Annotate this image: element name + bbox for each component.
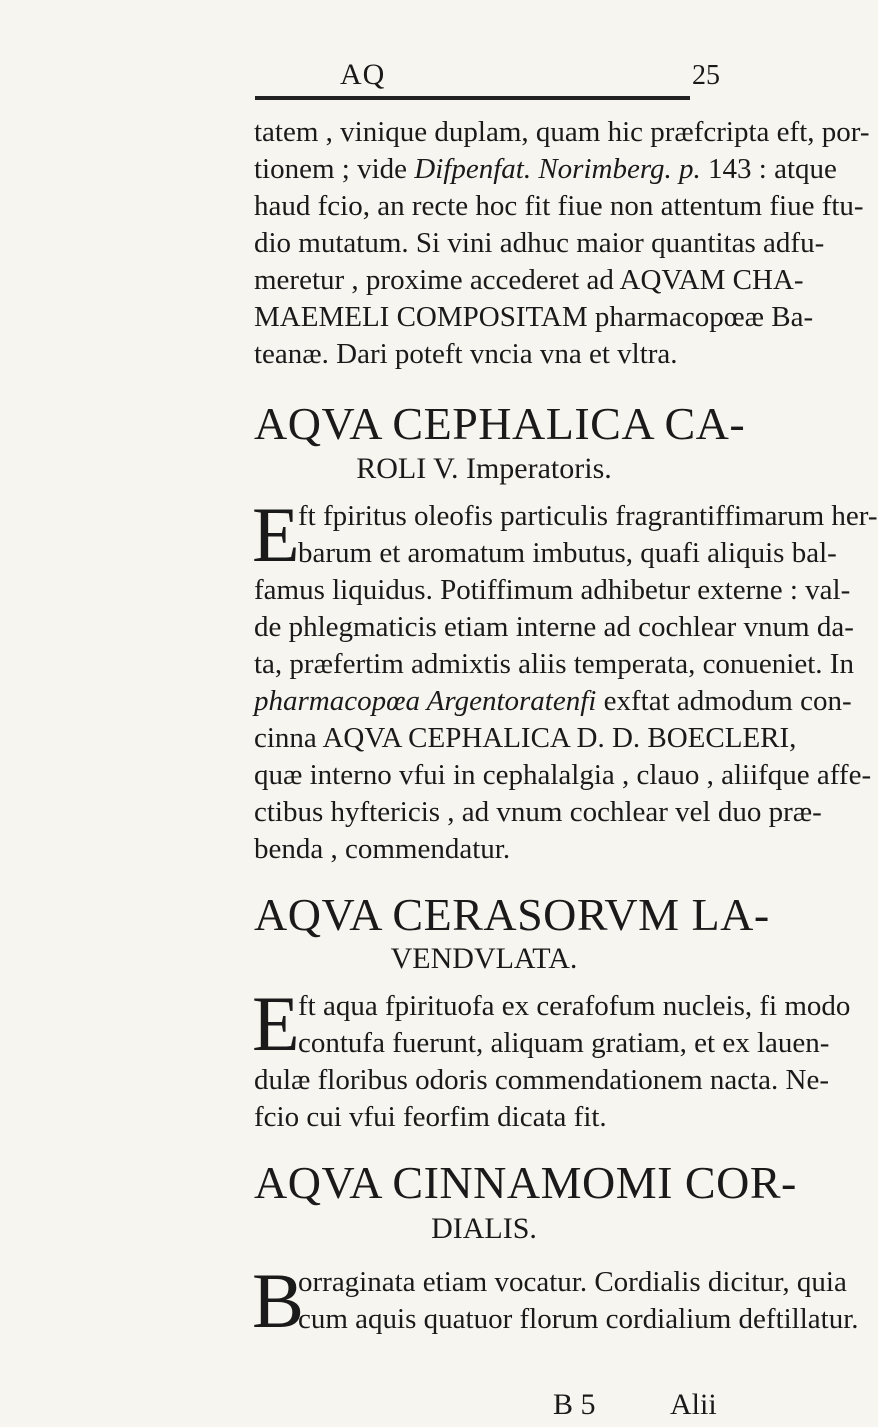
signature-mark: B 5 xyxy=(553,1388,596,1421)
text-line: dio mutatum. Si vini adhuc maior quantitas adfu- xyxy=(254,227,825,259)
text-line xyxy=(254,683,852,719)
text-line: MAEMELI COMPOSITAM pharmacopœæ Ba- xyxy=(254,301,814,333)
section-subheading: DIALIS. xyxy=(431,1212,537,1245)
text-line-start: ta, præfertim admixtis aliis temperata, conueniet. xyxy=(254,648,823,680)
text-line: barum et aromatum imbutus, quafi aliquis bal- xyxy=(298,537,837,569)
text-line: benda , commendatur. xyxy=(254,833,511,865)
text-line: ft aqua fpirituofa ex cerafofum nucleis, fi modo xyxy=(298,990,851,1022)
text-line: fcio cui vfui feorfim dicata fit. xyxy=(254,1101,607,1133)
section-heading: AQVA CERASORVM LA- xyxy=(254,889,770,940)
text-line: quæ interno vfui in cephalalgia , clauo , aliifque affe- xyxy=(254,759,872,791)
citation: pharmacopœa Argentoratenfi xyxy=(254,685,597,717)
text-line xyxy=(254,151,837,187)
text-line: haud fcio, an recte hoc fit fiue non attentum fiue ftu- xyxy=(254,190,864,222)
text-line-end: 143 : atque xyxy=(708,153,837,185)
section-heading: AQVA CEPHALICA CA- xyxy=(254,398,746,449)
page-header xyxy=(0,58,800,98)
text-line-end: exftat admodum con- xyxy=(603,685,852,717)
running-title: AQ xyxy=(340,58,386,91)
text-line: ft fpiritus oleofis particulis fragrantiffimarum her- xyxy=(298,500,878,532)
text-line-start: tionem ; vide xyxy=(254,153,408,185)
page-number: 25 xyxy=(692,60,720,91)
section-subheading: VENDVLATA. xyxy=(390,942,578,975)
text-line: famus liquidus. Potiffimum adhibetur externe : val- xyxy=(254,574,851,606)
drop-cap: E xyxy=(252,980,300,1067)
text-line: tatem , vinique duplam, quam hic præfcripta eft, por- xyxy=(254,116,870,148)
drop-cap: E xyxy=(252,491,300,578)
text-line: contufa fuerunt, aliquam gratiam, et ex lauen- xyxy=(298,1027,830,1059)
text-line: orraginata etiam vocatur. Cordialis dicitur, quia xyxy=(298,1266,847,1298)
section-subheading: ROLI V. Imperatoris. xyxy=(356,452,612,485)
text-line: cinna AQVA CEPHALICA D. D. BOECLERI, xyxy=(254,722,797,754)
text-line: de phlegmaticis etiam interne ad cochlear vnum da- xyxy=(254,611,854,643)
text-line: meretur , proxime accederet ad AQVAM CHA- xyxy=(254,264,804,296)
catchword: Alii xyxy=(670,1388,717,1421)
text-line: dulæ floribus odoris commendationem nacta. Ne- xyxy=(254,1064,830,1096)
header-rule xyxy=(255,96,690,100)
drop-cap: B xyxy=(252,1257,305,1344)
text-word: In xyxy=(829,648,854,680)
section-heading: AQVA CINNAMOMI COR- xyxy=(254,1157,797,1208)
citation: Difpenfat. Norimberg. p. xyxy=(414,153,701,185)
text-line: ctibus hyftericis , ad vnum cochlear vel duo præ- xyxy=(254,796,822,828)
text-line: cum aquis quatuor florum cordialium deftillatur. xyxy=(298,1303,859,1335)
text-line: teanæ. Dari poteft vncia vna et vltra. xyxy=(254,338,678,370)
text-line xyxy=(254,646,854,682)
